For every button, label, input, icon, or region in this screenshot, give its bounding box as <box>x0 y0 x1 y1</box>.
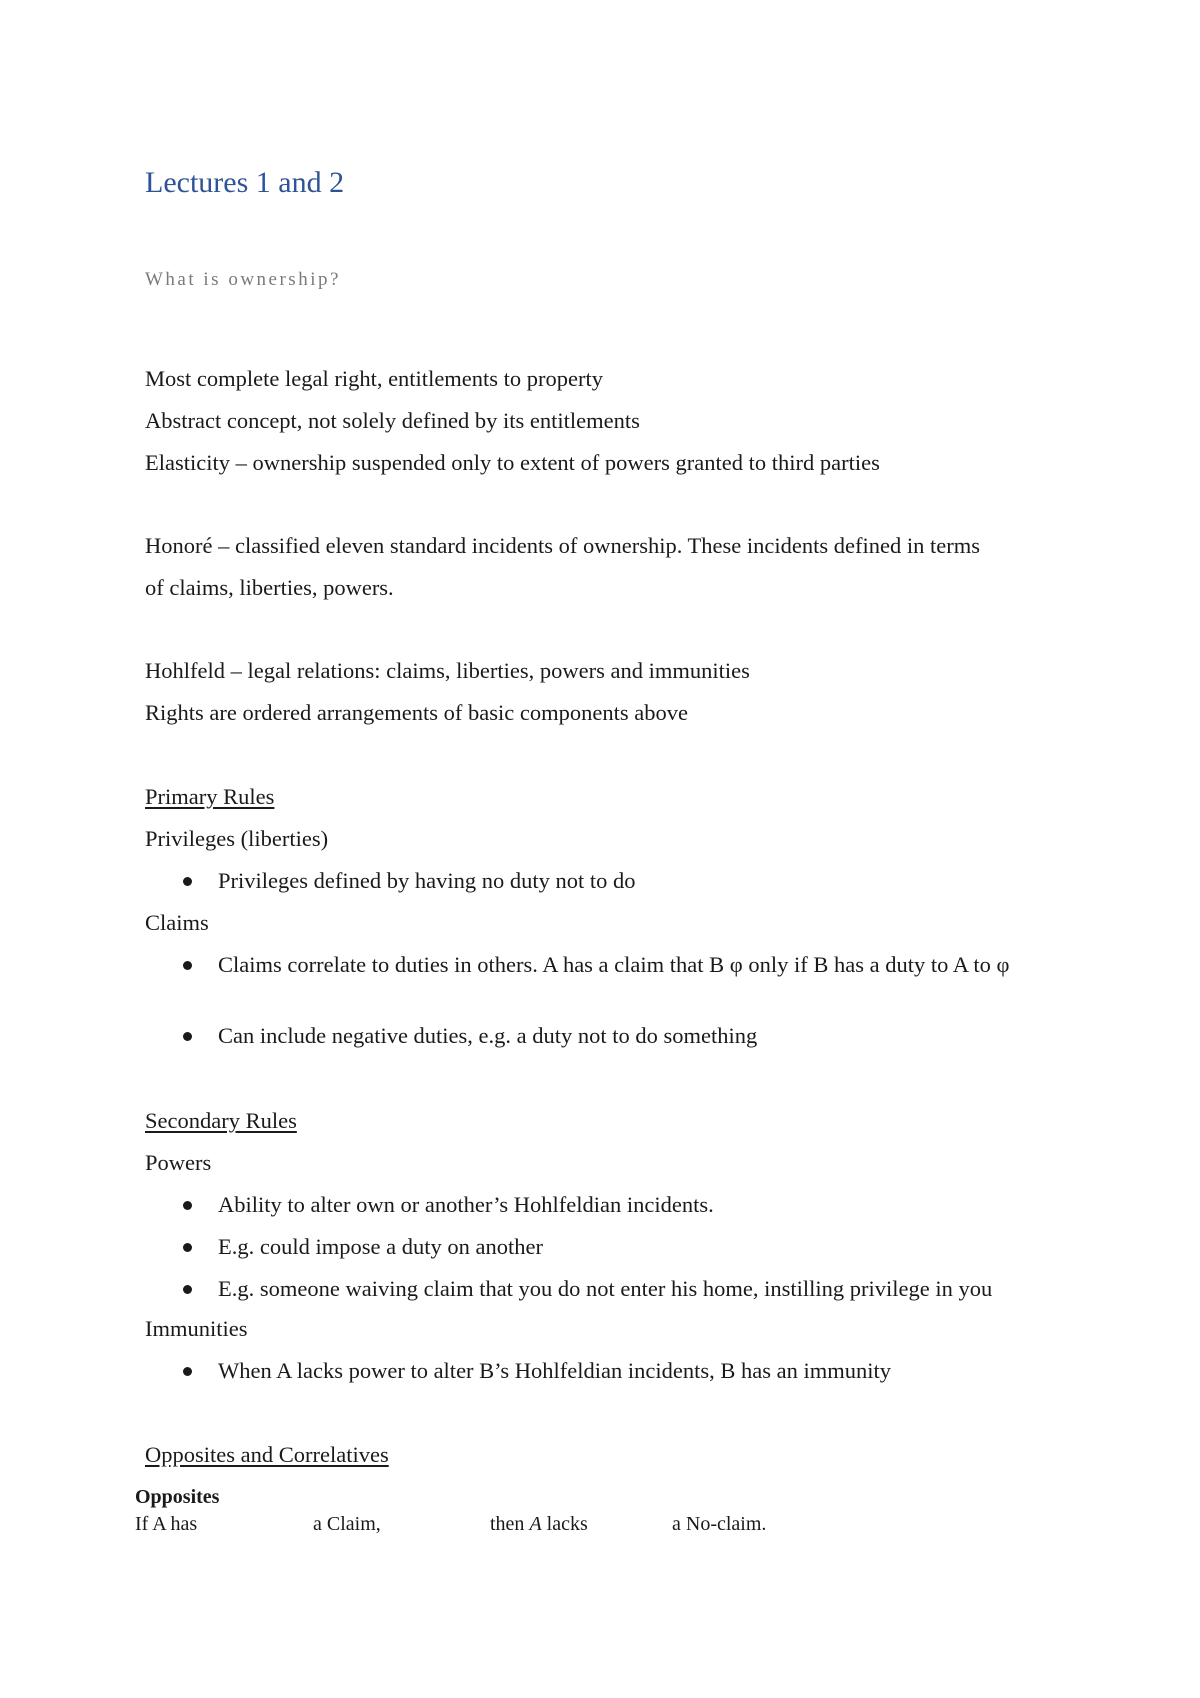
primary-rules-heading: Primary Rules <box>145 784 275 809</box>
opposites-correlatives-heading: Opposites and Correlatives <box>145 1442 389 1467</box>
opposites-row-col3 <box>490 1514 588 1534</box>
opposites-row-col3-prefix: then <box>490 1513 530 1535</box>
bullet-icon <box>183 961 192 970</box>
bullet-icon <box>183 1285 192 1294</box>
powers-label: Powers <box>145 1150 212 1175</box>
bullet-text: E.g. could impose a duty on another <box>218 1234 543 1259</box>
secondary-rules-heading: Secondary Rules <box>145 1108 297 1133</box>
bullet-text: Can include negative duties, e.g. a duty not to do something <box>218 1023 758 1048</box>
hohlfeld-line-1: Hohlfeld – legal relations: claims, liberties, powers and immunities <box>145 658 750 683</box>
opposites-row-col3-italic: A <box>529 1513 542 1535</box>
page-title: Lectures 1 and 2 <box>145 166 345 199</box>
bullet-text: When A lacks power to alter B’s Hohlfeldian incidents, B has an immunity <box>218 1358 892 1383</box>
intro-line-1: Most complete legal right, entitlements to property <box>145 366 604 391</box>
page-subtitle: What is ownership? <box>145 269 341 290</box>
bullet-text: Ability to alter own or another’s Hohlfeldian incidents. <box>218 1192 714 1217</box>
bullet-icon <box>183 1367 192 1376</box>
intro-line-2: Abstract concept, not solely defined by its entitlements <box>145 408 640 433</box>
claims-label: Claims <box>145 910 209 935</box>
bullet-text: E.g. someone waiving claim that you do not enter his home, instilling privilege in you <box>218 1276 993 1301</box>
privileges-label: Privileges (liberties) <box>145 826 329 851</box>
immunities-label: Immunities <box>145 1316 248 1341</box>
bullet-text: Claims correlate to duties in others. A has a claim that B φ only if B has a duty to A to φ <box>218 952 1010 977</box>
honore-line-1: Honoré – classified eleven standard incidents of ownership. These incidents defined in terms <box>145 533 980 558</box>
bullet-icon <box>183 877 192 886</box>
bullet-text: Privileges defined by having no duty not to do <box>218 868 636 893</box>
opposites-row-col1: If A has <box>135 1513 198 1535</box>
opposites-row-col4: a No-claim. <box>672 1513 767 1535</box>
bullet-icon <box>183 1032 192 1041</box>
intro-line-3: Elasticity – ownership suspended only to extent of powers granted to third parties <box>145 450 880 475</box>
opposites-row-col3-suffix: lacks <box>541 1513 588 1535</box>
bullet-icon <box>183 1201 192 1210</box>
bullet-icon <box>183 1243 192 1252</box>
hohlfeld-line-2: Rights are ordered arrangements of basic components above <box>145 700 688 725</box>
honore-line-2: of claims, liberties, powers. <box>145 575 394 600</box>
opposites-subheading: Opposites <box>135 1486 220 1508</box>
opposites-row-col2: a Claim, <box>313 1513 381 1535</box>
